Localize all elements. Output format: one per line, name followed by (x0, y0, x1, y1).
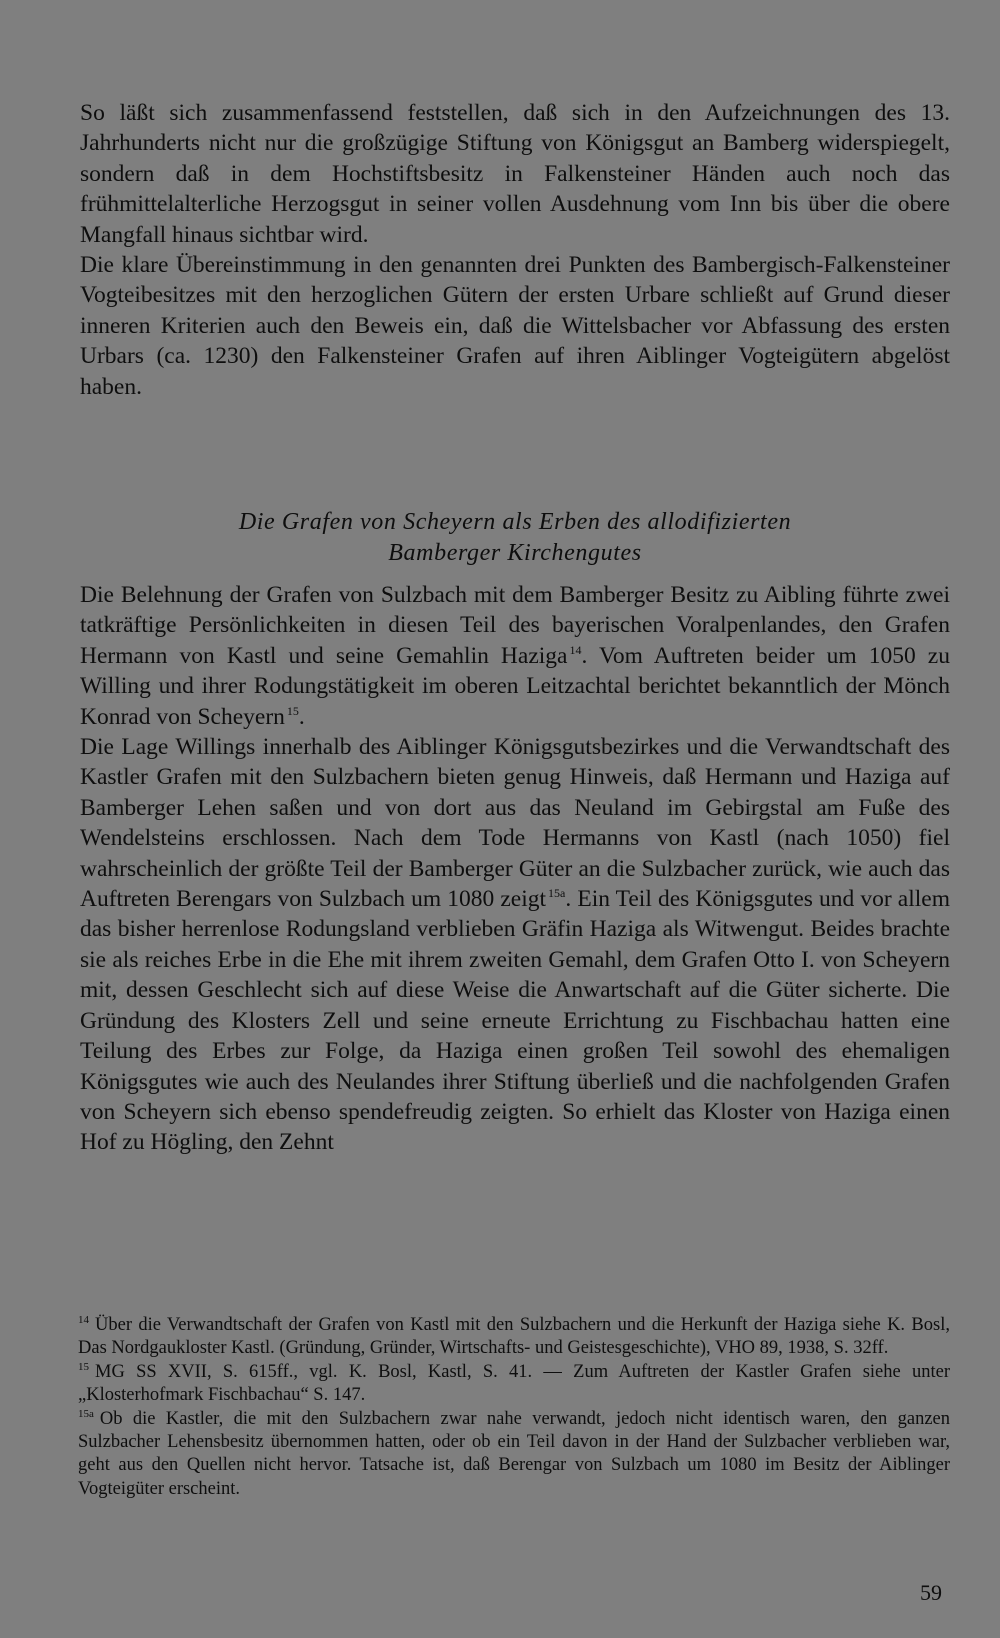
intro-text-block (80, 98, 950, 402)
footnote-number: 15 (78, 1360, 89, 1373)
footnote-text: Über die Verwandtschaft der Grafen von Kastl mit den Sulzbachern und die Herkunft der Haziga siehe K. Bosl, Das Nordgaukloster Kastl. (Gründung, Gründer, Wirtschafts- und Geistesgeschichte), VHO 89, 1938, S. 32ff. (78, 1315, 950, 1359)
paragraph (80, 732, 950, 1158)
footnote (78, 1314, 950, 1361)
footnote-number: 14 (78, 1314, 89, 1326)
footnote-reference: 15a (548, 886, 566, 901)
footnotes (78, 1314, 950, 1501)
footnote-reference: 14 (569, 642, 582, 657)
footnote-text: MG SS XVII, S. 615ff., vgl. K. Bosl, Kastl, S. 41. — Zum Auftreten der Kastler Grafen siehe unter „Klosterhofmark Fischbachau“ S. 147. (78, 1361, 950, 1406)
footnote (78, 1361, 950, 1408)
footnote-text: Ob die Kastler, die mit den Sulzbachern zwar nahe verwandt, jedoch nicht identisch waren, den ganzen Sulzbacher Lehensbesitz übernommen hatten, oder ob ein Teil davon in der Hand der Sulzbacher verblieben war, geht aus den Quellen nicht hervor. Tatsache ist, daß Berengar von Sulzbach um 1080 im Besitz der Aiblinger Vogteigüter erscheint. (78, 1408, 950, 1499)
text-run: . Ein Teil des Königsgutes und vor allem das bisher herrenlose Rodungsland verblieben Gräfin Haziga als Witwengut. Beides brachte sie als reiches Erbe in die Ehe mit ihrem zweiten Gemahl, dem Grafen Otto I. von Scheyern mit, dessen Geschlecht sich auf diese Weise die Anwartschaft auf die Güter sicherte. Die Gründung des Klosters Zell und seine erneute Errichtung zu Fischbachau hatten eine Teilung des Erbes zur Folge, da Haziga einen großen Teil sowohl des ehemaligen Königsgutes wie auch des Neulandes ihrer Stiftung überließ und die nachfolgenden Grafen von Scheyern sich ebenso spendefreudig zeigten. So erhielt das Kloster von Haziga einen Hof zu Högling, den Zehnt (80, 886, 950, 1156)
paragraph (80, 580, 950, 732)
footnote (78, 1408, 950, 1502)
text-run: . (298, 703, 305, 730)
section-heading-line: Die Grafen von Scheyern als Erben des allodifizierten (238, 509, 792, 535)
text-run: . Vom Auftreten beider um 1050 zu Willing und ihrer Rodungstätigkeit im oberen Leitzachtal berichtet bekanntlich der Mönch Konrad von Scheyern (80, 642, 950, 730)
paragraph: So läßt sich zusammenfassend feststellen, daß sich in den Aufzeichnungen des 13. Jahrhunderts nicht nur die großzügige Stiftung von Königsgut an Bamberg widerspiegelt, sondern daß in dem Hochstiftsbesitz in Falkensteiner Händen auch noch das frühmittelalterliche Herzogsgut in seiner vollen Ausdehnung vom Inn bis über die obere Mangfall hinaus sichtbar wird. (80, 100, 950, 248)
text-run: Die Belehnung der Grafen von Sulzbach mit dem Bamberger Besitz zu Aibling führte zwei tatkräftige Persönlichkeiten in diesen Teil des bayerischen Voralpenlandes, den Grafen Hermann von Kastl und seine Gemahlin Haziga (80, 582, 950, 669)
footnote-number: 15a (78, 1407, 94, 1420)
section-heading (80, 507, 950, 569)
text-run: Die Lage Willings innerhalb des Aiblinger Königsgutsbezirkes und die Verwandtschaft des Kastler Grafen mit den Sulzbachern bieten genug Hinweis, daß Hermann und Haziga auf Bamberger Lehen saßen und von dort aus das Neuland im Gebirgstal am Fuße des Wendelsteins erschlossen. Nach dem Tode Hermanns von Kastl (nach 1050) fiel wahrscheinlich der größte Teil der Bamberger Güter an die Sulzbacher zurück, wie auch das Auftreten Berengars von Sulzbach um 1080 zeigt (80, 734, 950, 913)
section-heading-line: Bamberger Kirchengutes (388, 540, 642, 566)
paragraph: Die klare Übereinstimmung in den genannten drei Punkten des Bambergisch-Falkensteiner Vogteibesitzes mit den herzoglichen Gütern der ersten Urbare schließt auf Grund dieser inneren Kriterien auch den Beweis ein, daß die Wittelsbacher vor Abfassung des ersten Urbars (ca. 1230) den Falkensteiner Grafen auf ihren Aiblinger Vogteigütern abgelöst haben. (80, 252, 950, 400)
section-text-block (80, 580, 950, 1158)
footnote-reference: 15 (286, 703, 299, 718)
page-number: 59 (920, 1580, 942, 1605)
